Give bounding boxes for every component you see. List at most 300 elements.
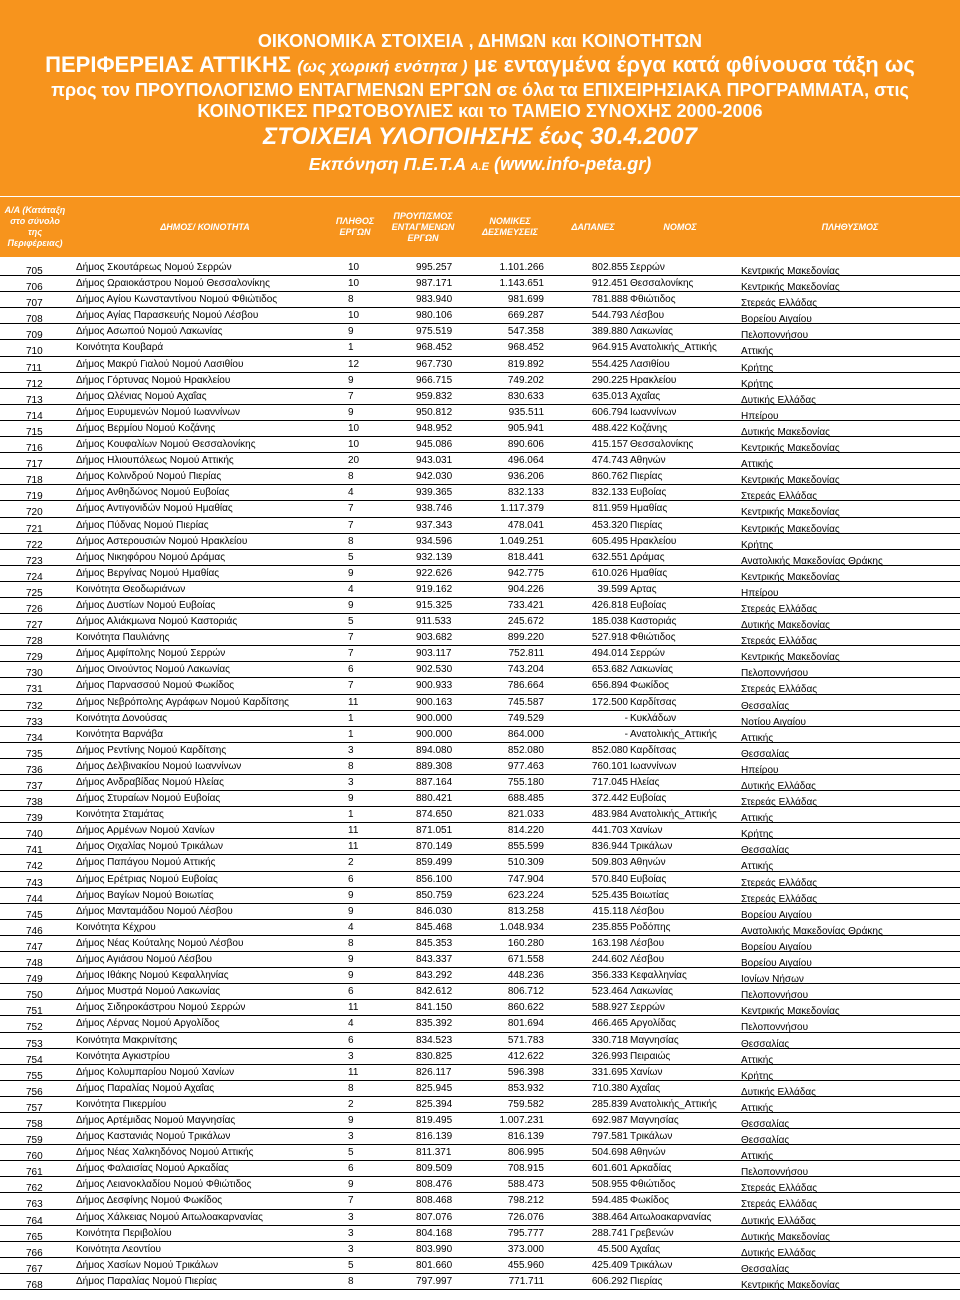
row-expenses: 653.682: [591, 664, 628, 676]
row-prefecture: Αθηνών: [630, 455, 666, 467]
row-project-count: 10: [348, 439, 360, 451]
row-project-count: 10: [348, 310, 360, 322]
row-rank: 725: [26, 587, 43, 599]
row-prefecture: Ανατολικής_Αττικής: [630, 728, 717, 740]
row-budget: 825.394: [416, 1098, 453, 1110]
row-expenses: 235.855: [591, 921, 628, 933]
row-rank: 723: [26, 555, 43, 567]
table-row: [0, 421, 960, 437]
row-legal-commitments: 743.204: [507, 664, 544, 676]
row-municipality: Δήμος Αλιάκμωνα Νομού Καστοριάς: [76, 616, 238, 628]
row-project-count: 6: [348, 1034, 354, 1046]
row-legal-commitments: 968.452: [507, 342, 544, 354]
row-expenses: 356.333: [591, 970, 628, 982]
row-municipality: Δήμος Χάλκειας Νομού Αιτωλοακαρνανίας: [76, 1211, 263, 1223]
row-project-count: 10: [348, 278, 360, 290]
row-project-count: 9: [348, 1114, 354, 1126]
row-municipality: Δήμος Ερέτριας Νομού Ευβοίας: [76, 873, 218, 885]
row-region: Κρήτης: [741, 539, 774, 551]
row-municipality: Δήμος Φαλαισίας Νομού Αρκαδίας: [76, 1163, 229, 1175]
row-project-count: 3: [348, 1211, 354, 1223]
table-row: [0, 485, 960, 501]
row-rank: 727: [26, 620, 43, 632]
row-budget: 889.308: [416, 760, 453, 772]
row-rank: 710: [26, 346, 43, 358]
row-region: Πελοποννήσου: [741, 330, 809, 342]
table-row: [0, 308, 960, 324]
row-municipality: Δήμος Οιχαλίας Νομού Τρικάλων: [76, 841, 224, 853]
row-municipality: Δήμος Κουφαλίων Νομού Θεσσαλονίκης: [76, 439, 256, 451]
row-region: Θεσσαλίας: [741, 1135, 790, 1147]
row-rank: 712: [26, 378, 43, 390]
row-legal-commitments: 755.180: [507, 777, 544, 788]
table-row: [0, 711, 960, 727]
row-prefecture: Ηρακλείου: [630, 374, 677, 386]
row-prefecture: Βοιωτίας: [630, 889, 669, 901]
row-legal-commitments: 571.783: [507, 1034, 544, 1046]
row-project-count: 20: [348, 455, 360, 467]
row-legal-commitments: 890.606: [507, 439, 544, 451]
table-row: [0, 373, 960, 389]
table-row: [0, 662, 960, 678]
row-region: Κεντρικής Μακεδονίας: [741, 507, 840, 519]
row-legal-commitments: 478.041: [507, 519, 544, 531]
row-prefecture: Φθιώτιδος: [630, 1179, 676, 1191]
row-region: Βορείου Αιγαίου: [741, 909, 812, 921]
row-budget: 846.030: [416, 905, 453, 917]
row-rank: 751: [26, 1006, 43, 1018]
row-prefecture: Κοζάνης: [630, 422, 668, 434]
row-budget: 995.257: [416, 262, 453, 273]
row-budget: 880.421: [416, 793, 453, 805]
row-expenses: 372.442: [591, 793, 628, 805]
row-expenses: 494.014: [591, 648, 628, 660]
row-project-count: 10: [348, 262, 360, 273]
row-budget: 939.365: [416, 487, 453, 499]
row-expenses: 656.894: [591, 680, 628, 692]
row-region: Αττικής: [741, 1151, 774, 1163]
row-legal-commitments: 245.672: [507, 616, 544, 628]
row-region: Θεσσαλίας: [741, 1263, 790, 1275]
row-region: Κεντρικής Μακεδονίας: [741, 1006, 840, 1018]
row-project-count: 11: [348, 696, 359, 708]
row-budget: 830.825: [416, 1050, 453, 1062]
row-budget: 816.139: [416, 1131, 453, 1143]
row-rank: 738: [26, 797, 43, 809]
row-prefecture: Ανατολικής_Αττικής: [630, 342, 717, 354]
row-legal-commitments: 981.699: [507, 294, 544, 306]
row-project-count: 6: [348, 1163, 354, 1175]
row-legal-commitments: 814.220: [507, 825, 544, 837]
row-municipality: Δήμος Λέρνας Νομού Αργολίδος: [76, 1018, 220, 1030]
row-expenses: 605.495: [591, 535, 628, 547]
row-prefecture: Ανατολικής_Αττικής: [630, 1098, 717, 1110]
row-prefecture: Αθηνών: [630, 1147, 666, 1159]
row-rank: 760: [26, 1151, 43, 1163]
row-expenses: 594.485: [591, 1195, 628, 1207]
row-municipality: Κοινότητα Αγκιστρίου: [76, 1050, 170, 1062]
col-header-budget: ΠΡΟΥΠ/ΣΜΟΣ ΕΝΤΑΓΜΕΝΩΝ ΕΡΓΩΝ: [391, 210, 455, 243]
row-municipality: Δήμος Αγιάσου Νομού Λέσβου: [76, 954, 212, 966]
row-municipality: Δήμος Ευρυμενών Νομού Ιωαννίνων: [76, 406, 241, 418]
row-legal-commitments: 671.558: [507, 954, 544, 966]
col-header-name: ΔΗΜΟΣ/ ΚΟΙΝΟΤΗΤΑ: [160, 221, 250, 232]
row-rank: 714: [26, 410, 43, 422]
row-legal-commitments: 1.007.231: [499, 1114, 544, 1126]
row-legal-commitments: 588.473: [507, 1179, 544, 1191]
title-banner: [0, 0, 960, 196]
row-rank: 732: [26, 700, 43, 712]
row-rank: 719: [26, 491, 43, 503]
table-row: [0, 1258, 960, 1274]
row-expenses: 525.435: [591, 889, 628, 901]
row-project-count: 11: [348, 1002, 359, 1014]
row-region: Ηπείρου: [741, 410, 779, 422]
row-municipality: Δήμος Νέας Κούταλης Νομού Λέσβου: [76, 937, 244, 949]
table-row: [0, 984, 960, 1000]
row-legal-commitments: 688.485: [507, 793, 544, 805]
row-project-count: 10: [348, 422, 360, 434]
row-budget: 803.990: [416, 1243, 453, 1255]
row-expenses: 453.320: [591, 519, 628, 531]
row-region: Δυτικής Ελλάδας: [741, 1215, 816, 1227]
row-legal-commitments: 852.080: [507, 744, 544, 756]
table-row: [0, 1113, 960, 1129]
row-region: Στερεάς Ελλάδας: [741, 1199, 818, 1211]
row-municipality: Δήμος Ασωπού Νομού Λακωνίας: [76, 326, 223, 338]
row-expenses: 852.080: [591, 744, 628, 756]
row-budget: 919.162: [416, 583, 453, 595]
row-project-count: 11: [348, 825, 359, 837]
row-expenses: 912.451: [591, 278, 628, 290]
row-region: Θεσσαλίας: [741, 1118, 790, 1130]
row-region: Στερεάς Ελλάδας: [741, 298, 818, 310]
row-region: Δυτικής Ελλάδας: [741, 394, 816, 406]
row-prefecture: Λακωνίας: [630, 986, 673, 998]
table-row: [0, 759, 960, 775]
row-rank: 724: [26, 571, 43, 583]
row-prefecture: Χανίων: [630, 1066, 663, 1078]
row-budget: 845.468: [416, 921, 453, 933]
row-prefecture: Ηρακλείου: [630, 535, 677, 547]
row-municipality: Κοινότητα Περιβολίου: [76, 1227, 172, 1239]
row-expenses: 797.581: [591, 1131, 628, 1143]
row-expenses: 802.855: [591, 262, 628, 273]
row-expenses: 426.818: [591, 599, 628, 611]
author: Εκπόνηση Π.Ε.Τ.Α: [308, 154, 466, 174]
table-row: [0, 839, 960, 855]
row-legal-commitments: 747.904: [507, 873, 544, 885]
row-municipality: Δήμος Μακρύ Γιαλού Νομού Λασιθίου: [76, 358, 244, 370]
row-project-count: 7: [348, 1195, 354, 1207]
row-region: Κεντρικής Μακεδονίας: [741, 443, 840, 455]
row-prefecture: Αρκαδίας: [630, 1163, 672, 1175]
row-expenses: -: [624, 712, 628, 724]
row-expenses: 509.803: [591, 857, 628, 869]
row-municipality: Δήμος Μανταμάδου Νομού Λέσβου: [76, 905, 233, 917]
table-row: [0, 1145, 960, 1161]
row-budget: 915.325: [416, 599, 453, 611]
row-expenses: 388.464: [591, 1211, 628, 1223]
row-project-count: 9: [348, 905, 354, 917]
row-prefecture: Λακωνίας: [630, 664, 673, 676]
table-row: [0, 888, 960, 904]
row-project-count: 1: [348, 809, 354, 821]
row-municipality: Δήμος Ωλένιας Νομού Αχαΐας: [76, 390, 207, 402]
row-prefecture: Αργολίδας: [630, 1018, 677, 1030]
row-rank: 746: [26, 925, 43, 937]
row-prefecture: Τρικάλων: [630, 1131, 673, 1143]
row-expenses: 288.741: [591, 1227, 628, 1239]
row-project-count: 7: [348, 503, 354, 515]
row-budget: 807.076: [416, 1211, 453, 1223]
row-budget: 808.468: [416, 1195, 453, 1207]
row-expenses: 244.602: [591, 954, 628, 966]
row-legal-commitments: 708.915: [507, 1163, 544, 1175]
table-row: [0, 534, 960, 550]
row-budget: 843.292: [416, 970, 453, 982]
row-region: Δυτικής Μακεδονίας: [741, 1231, 830, 1243]
row-prefecture: Μαγνησίας: [630, 1034, 679, 1046]
table-row: [0, 357, 960, 373]
row-region: Δυτικής Ελλάδας: [741, 1247, 816, 1259]
row-prefecture: Θεσσαλονίκης: [630, 278, 694, 290]
table-row: [0, 1000, 960, 1016]
row-legal-commitments: 977.463: [507, 760, 544, 772]
row-rank: 762: [26, 1183, 43, 1195]
row-project-count: 8: [348, 1275, 354, 1287]
row-project-count: 4: [348, 921, 354, 933]
row-project-count: 12: [348, 358, 360, 370]
row-project-count: 9: [348, 326, 354, 338]
row-municipality: Δήμος Γόρτυνας Νομού Ηρακλείου: [76, 374, 231, 386]
row-region: Ηπείρου: [741, 764, 779, 776]
row-rank: 734: [26, 732, 43, 744]
row-legal-commitments: 1.101.266: [499, 262, 544, 273]
row-municipality: Κοινότητα Λεοντίου: [76, 1243, 161, 1255]
col-header-legal: ΝΟΜΙΚΕΣ ΔΕΣΜΕΥΣΕΙΣ: [482, 216, 538, 237]
row-project-count: 3: [348, 1131, 354, 1143]
row-legal-commitments: 771.711: [508, 1275, 544, 1287]
row-legal-commitments: 448.236: [507, 970, 544, 982]
row-prefecture: Πειραιώς: [630, 1050, 671, 1062]
row-project-count: 5: [348, 616, 354, 628]
row-expenses: 523.464: [591, 986, 628, 998]
row-prefecture: Καστοριάς: [630, 616, 677, 628]
row-rank: 721: [26, 523, 43, 535]
table-row: [0, 775, 960, 791]
row-project-count: 2: [348, 1098, 354, 1110]
row-municipality: Δήμος Δεσφίνης Νομού Φωκίδος: [76, 1195, 223, 1207]
table-row: [0, 1097, 960, 1113]
row-municipality: Δήμος Αρμένων Νομού Χανίων: [76, 825, 215, 837]
row-legal-commitments: 935.511: [508, 406, 544, 418]
table-row: [0, 678, 960, 694]
row-project-count: 5: [348, 1147, 354, 1159]
row-budget: 902.530: [416, 664, 453, 676]
row-region: Δυτικής Ελλάδας: [741, 1086, 816, 1098]
row-region: Ανατολικής Μακεδονίας Θράκης: [741, 555, 883, 567]
row-budget: 811.371: [416, 1147, 452, 1159]
row-region: Πελοποννήσου: [741, 1022, 809, 1034]
row-rank: 729: [26, 652, 43, 664]
row-rank: 715: [26, 426, 43, 438]
row-expenses: 964.915: [591, 342, 628, 354]
row-budget: 835.392: [416, 1018, 453, 1030]
row-expenses: 635.013: [591, 390, 628, 402]
row-rank: 747: [26, 941, 43, 953]
row-project-count: 9: [348, 954, 354, 966]
row-rank: 713: [26, 394, 43, 406]
row-municipality: Δήμος Πύδνας Νομού Πιερίας: [76, 519, 209, 531]
row-expenses: 185.038: [591, 616, 628, 628]
row-budget: 948.952: [416, 422, 453, 434]
row-budget: 900.000: [416, 728, 453, 740]
row-region: Στερεάς Ελλάδας: [741, 1183, 818, 1195]
title-line-4: ΚΟΙΝΟΤΙΚΕΣ ΠΡΩΤΟΒΟΥΛΙΕΣ και το ΤΑΜΕΙΟ ΣΥΝΟΧΗΣ 2000-2006: [197, 101, 763, 121]
row-legal-commitments: 818.441: [507, 551, 544, 563]
row-expenses: 45.500: [597, 1243, 628, 1255]
row-prefecture: Σερρών: [630, 262, 665, 273]
row-region: Δυτικής Ελλάδας: [741, 781, 816, 792]
row-municipality: Δήμος Ηλιουπόλεως Νομού Αττικής: [76, 455, 234, 467]
row-municipality: Δήμος Ανθηδώνος Νομού Ευβοίας: [76, 487, 230, 499]
row-project-count: 11: [348, 1066, 359, 1078]
row-prefecture: Κυκλάδων: [630, 712, 677, 724]
row-project-count: 9: [348, 889, 354, 901]
table-row: [0, 872, 960, 888]
row-municipality: Δήμος Καστανιάς Νομού Τρικάλων: [76, 1131, 231, 1143]
table-header: [0, 196, 960, 257]
row-rank: 750: [26, 990, 43, 1002]
row-rank: 706: [26, 282, 43, 294]
row-budget: 911.533: [416, 616, 452, 628]
row-rank: 739: [26, 813, 43, 825]
row-project-count: 4: [348, 487, 354, 499]
row-prefecture: Φθιώτιδος: [630, 632, 676, 644]
table-row: [0, 566, 960, 582]
row-expenses: 710.380: [591, 1082, 628, 1094]
row-legal-commitments: 936.206: [507, 471, 544, 483]
row-prefecture: Φθιώτιδος: [630, 294, 676, 306]
table-row: [0, 405, 960, 421]
row-expenses: 508.955: [591, 1179, 628, 1191]
row-legal-commitments: 821.033: [507, 809, 544, 821]
row-municipality: Δήμος Νέας Χαλκηδόνος Νομού Αττικής: [76, 1147, 254, 1159]
row-region: Ανατολικής Μακεδονίας Θράκης: [741, 925, 883, 937]
row-rank: 733: [26, 716, 43, 728]
row-project-count: 3: [348, 744, 354, 756]
row-legal-commitments: 496.064: [507, 455, 544, 467]
row-municipality: Δήμος Κολυμπαρίου Νομού Χανίων: [76, 1066, 235, 1078]
title-line-2: [0, 52, 960, 80]
row-prefecture: Πιερίας: [630, 519, 663, 531]
table-row: [0, 260, 960, 276]
row-region: Νοτίου Αιγαίου: [741, 716, 806, 728]
row-municipality: Δήμος Ωραιοκάστρου Νομού Θεσσαλονίκης: [76, 278, 270, 290]
row-project-count: 3: [348, 1050, 354, 1062]
row-rank: 735: [26, 748, 43, 760]
row-municipality: Δήμος Παραλίας Νομού Αχαΐας: [76, 1082, 215, 1094]
row-region: Θεσσαλίας: [741, 1038, 790, 1050]
row-legal-commitments: 669.287: [507, 310, 544, 322]
row-budget: 856.100: [416, 873, 453, 885]
title-line-3: προς τον ΠΡΟΥΠΟΛΟΓΙΣΜΟ ΕΝΤΑΓΜΕΝΩΝ ΕΡΓΩΝ σε όλα τα ΕΠΙΧΕΙΡΗΣΙΑΚΑ ΠΡΟΓΡΑΜΜΑΤΑ, στις: [51, 80, 909, 100]
table-body: [0, 260, 960, 1290]
row-prefecture: Αθηνών: [630, 857, 666, 869]
row-legal-commitments: 942.775: [507, 567, 544, 579]
row-rank: 720: [26, 507, 43, 519]
row-region: Αττικής: [741, 459, 774, 471]
row-region: Στερεάς Ελλάδας: [741, 684, 818, 696]
row-region: Ηπείρου: [741, 587, 779, 599]
row-prefecture: Αχαΐας: [630, 1082, 661, 1094]
row-expenses: 285.839: [591, 1098, 628, 1110]
row-prefecture: Τρικάλων: [630, 841, 673, 853]
row-region: Κεντρικής Μακεδονίας: [741, 282, 840, 294]
row-region: Κρήτης: [741, 362, 774, 374]
row-prefecture: Ημαθίας: [630, 567, 668, 579]
row-prefecture: Φωκίδος: [630, 680, 669, 692]
row-project-count: 9: [348, 567, 354, 579]
row-rank: 764: [26, 1215, 43, 1227]
row-legal-commitments: 864.000: [507, 728, 544, 740]
row-budget: 967.730: [416, 358, 453, 370]
table-row: [0, 855, 960, 871]
row-project-count: 5: [348, 1259, 354, 1271]
table-row: [0, 389, 960, 405]
row-budget: 968.452: [416, 342, 453, 354]
row-municipality: Κοινότητα Θεοδωριάνων: [76, 583, 186, 595]
row-legal-commitments: 373.000: [507, 1243, 544, 1255]
table-row: [0, 292, 960, 308]
row-municipality: Δήμος Αντιγονιδών Νομού Ημαθίας: [76, 503, 233, 515]
row-rank: 728: [26, 636, 43, 648]
row-rank: 759: [26, 1135, 43, 1147]
row-budget: 871.051: [416, 825, 453, 837]
row-project-count: 7: [348, 390, 354, 402]
row-expenses: 606.292: [591, 1275, 628, 1287]
row-project-count: 4: [348, 583, 354, 595]
row-budget: 809.509: [416, 1163, 453, 1175]
row-municipality: Δήμος Αγίου Κωνσταντίνου Νομού Φθιώτιδος: [76, 294, 278, 306]
row-budget: 903.117: [416, 648, 452, 660]
row-rank: 743: [26, 877, 43, 889]
row-budget: 874.650: [416, 809, 453, 821]
row-municipality: Κοινότητα Παυλιάνης: [76, 632, 170, 644]
row-expenses: 39.599: [597, 583, 628, 595]
row-expenses: 474.743: [591, 455, 628, 467]
row-expenses: 466.465: [591, 1018, 628, 1030]
row-budget: 887.164: [416, 777, 453, 788]
title-line-1: ΟΙΚΟΝΟΜΙΚΑ ΣΤΟΙΧΕΙΑ , ΔΗΜΩΝ και ΚΟΙΝΟΤΗΤΩΝ: [257, 31, 703, 51]
row-municipality: Δήμος Αμφίπολης Νομού Σερρών: [76, 648, 226, 660]
row-prefecture: Αρτας: [630, 583, 657, 595]
row-expenses: 326.993: [591, 1050, 628, 1062]
row-region: Δυτικής Μακεδονίας: [741, 620, 830, 632]
row-budget: 870.149: [416, 841, 453, 853]
title-line-6: [0, 152, 960, 179]
row-expenses: 570.840: [591, 873, 628, 885]
row-municipality: Κοινότητα Κουβαρά: [76, 342, 164, 354]
row-municipality: Δήμος Ρεντίνης Νομού Καρδίτσης: [76, 744, 227, 756]
row-expenses: 425.409: [591, 1259, 628, 1271]
row-legal-commitments: 1.048.934: [499, 921, 544, 933]
row-rank: 730: [26, 668, 43, 680]
row-legal-commitments: 726.076: [507, 1211, 544, 1223]
row-budget: 945.086: [416, 439, 453, 451]
row-region: Θεσσαλίας: [741, 845, 790, 857]
